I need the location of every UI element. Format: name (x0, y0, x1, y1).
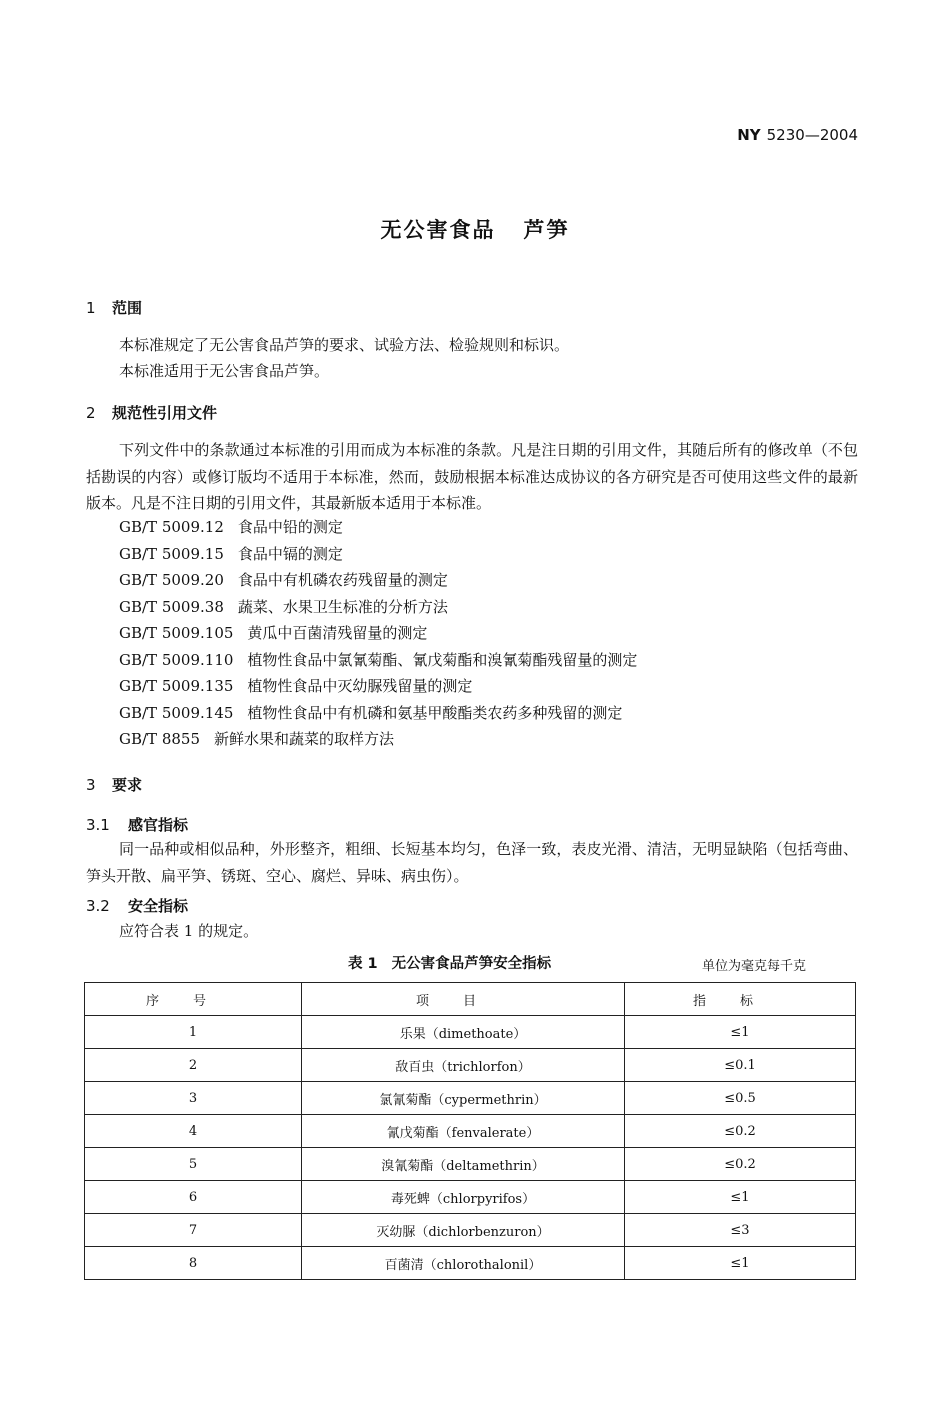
reference-item (119, 622, 427, 643)
cell-index: ≤3 (625, 1214, 856, 1247)
cell-index: ≤0.1 (625, 1049, 856, 1082)
reference-code: GB/T 8855 (119, 730, 201, 748)
header-item: 项目 (302, 983, 625, 1016)
reference-item (119, 516, 343, 537)
table-row (85, 1082, 856, 1115)
reference-item (119, 675, 472, 696)
reference-item (119, 596, 448, 617)
cell-index: ≤0.5 (625, 1082, 856, 1115)
cell-index: ≤1 (625, 1016, 856, 1049)
section-number: 3.2 (86, 897, 110, 915)
reference-title: 食品中铅的测定 (237, 518, 343, 536)
reference-code: GB/T 5009.12 (119, 518, 224, 536)
reference-code: GB/T 5009.110 (119, 650, 234, 669)
reference-code: GB/T 5009.105 (119, 624, 234, 642)
section-title: 范围 (112, 299, 143, 317)
cell-item: 溴氰菊酯（deltamethrin） (302, 1148, 625, 1181)
title-part-1: 无公害食品 (380, 218, 496, 242)
reference-code: GB/T 5009.38 (119, 597, 224, 616)
cell-serial: 7 (85, 1214, 302, 1247)
cell-item: 氰戊菊酯（fenvalerate） (302, 1115, 625, 1148)
table-row (85, 1148, 856, 1181)
safety-index-table (84, 982, 856, 1280)
standard-code: 5230—2004 (766, 126, 858, 144)
cell-item: 百菌清（chlorothalonil） (302, 1247, 625, 1280)
table-body (85, 1016, 856, 1280)
section-title: 规范性引用文件 (112, 404, 218, 422)
page-title (0, 214, 950, 244)
section-1-heading (86, 297, 142, 318)
cell-item: 乐果（dimethoate） (302, 1016, 625, 1049)
cell-serial: 8 (85, 1247, 302, 1280)
reference-title: 食品中有机磷农药残留量的测定 (237, 571, 448, 589)
cell-serial: 3 (85, 1082, 302, 1115)
section-number: 1 (86, 299, 96, 317)
section-1-line-2: 本标准适用于无公害食品芦笋。 (119, 362, 330, 380)
cell-serial: 4 (85, 1115, 302, 1148)
cell-serial: 2 (85, 1049, 302, 1082)
header-index: 指标 (625, 983, 856, 1016)
section-title: 感官指标 (128, 816, 189, 834)
reference-item (119, 543, 343, 564)
reference-title: 蔬菜、水果卫生标准的分析方法 (237, 597, 448, 616)
table-row (85, 1016, 856, 1049)
section-number: 3 (86, 776, 96, 794)
header-serial: 序号 (85, 983, 302, 1016)
cell-serial: 6 (85, 1181, 302, 1214)
table-unit: 单位为毫克每千克 (702, 959, 807, 974)
section-3-2-line: 应符合表 1 的规定。 (119, 922, 259, 940)
reference-item (119, 728, 394, 749)
cell-index: ≤1 (625, 1247, 856, 1280)
table-number: 表 1 (348, 956, 378, 972)
section-3-1-heading (86, 814, 188, 835)
section-2-heading (86, 402, 217, 423)
table-row (85, 1115, 856, 1148)
cell-index: ≤1 (625, 1181, 856, 1214)
cell-item: 毒死蜱（chlorpyrifos） (302, 1181, 625, 1214)
reference-title: 黄瓜中百菌清残留量的测定 (247, 624, 428, 642)
section-3-heading (86, 774, 142, 795)
reference-title: 新鲜水果和蔬菜的取样方法 (214, 730, 395, 748)
reference-title: 植物性食品中氯氰菊酯、氰戊菊酯和溴氰菊酯残留量的测定 (247, 650, 638, 669)
section-1-line-1: 本标准规定了无公害食品芦笋的要求、试验方法、检验规则和标识。 (119, 336, 570, 354)
section-number: 3.1 (86, 816, 110, 834)
section-3-1-paragraph: 同一品种或相似品种，外形整齐，粗细、长短基本均匀，色泽一致，表皮光滑、清洁，无明显缺陷（包括弯曲、笋头开散、扁平笋、锈斑、空心、腐烂、异味、病虫伤）。 (86, 840, 858, 885)
cell-index: ≤0.2 (625, 1148, 856, 1181)
table-title: 无公害食品芦笋安全指标 (391, 956, 552, 972)
table-caption (348, 952, 551, 973)
reference-item (119, 649, 637, 670)
reference-title: 植物性食品中有机磷和氨基甲酸酯类农药多种残留的测定 (247, 703, 623, 722)
table-row (85, 1247, 856, 1280)
section-number: 2 (86, 404, 96, 422)
reference-title: 食品中镉的测定 (237, 544, 343, 563)
reference-code: GB/T 5009.20 (119, 571, 224, 589)
table-row (85, 1049, 856, 1082)
reference-code: GB/T 5009.145 (119, 703, 234, 722)
standard-number (737, 126, 858, 144)
cell-index: ≤0.2 (625, 1115, 856, 1148)
reference-code: GB/T 5009.135 (119, 677, 234, 695)
section-title: 要求 (112, 776, 143, 794)
section-3-2-heading (86, 895, 188, 916)
cell-item: 灭幼脲（dichlorbenzuron） (302, 1214, 625, 1247)
reference-title: 植物性食品中灭幼脲残留量的测定 (247, 677, 473, 695)
cell-item: 氯氰菊酯（cypermethrin） (302, 1082, 625, 1115)
reference-item (119, 702, 622, 723)
reference-code: GB/T 5009.15 (119, 544, 224, 563)
section-2-paragraph: 下列文件中的条款通过本标准的引用而成为本标准的条款。凡是注日期的引用文件，其随后所有的修改单（不包括勘误的内容）或修订版均不适用于本标准，然而，鼓励根据本标准达成协议的各方研究是否可使用这些文件的最新版本。凡是不注日期的引用文件，其最新版本适用于本标准。 (86, 441, 858, 512)
cell-item: 敌百虫（trichlorfon） (302, 1049, 625, 1082)
cell-serial: 1 (85, 1016, 302, 1049)
reference-item (119, 569, 448, 590)
table-row (85, 1214, 856, 1247)
standard-prefix: NY (737, 126, 761, 144)
title-part-2: 芦笋 (523, 218, 570, 242)
section-title: 安全指标 (128, 897, 189, 915)
table-row (85, 1181, 856, 1214)
table-header-row (85, 983, 856, 1016)
cell-serial: 5 (85, 1148, 302, 1181)
